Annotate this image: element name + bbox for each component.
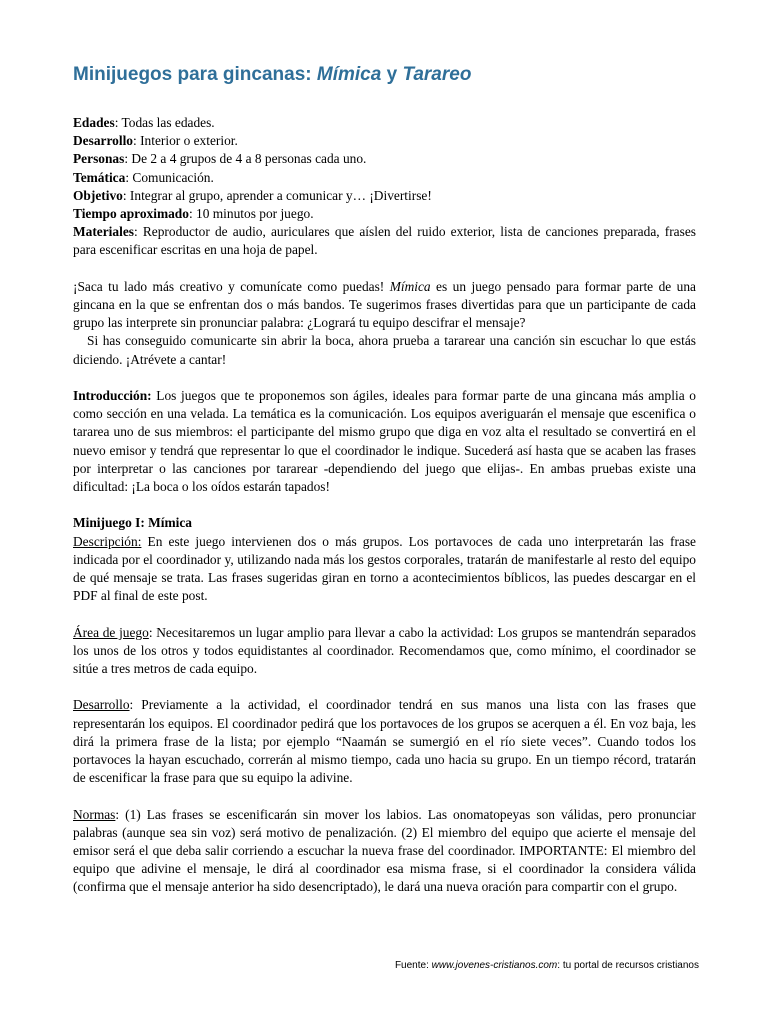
meta-label: Edades xyxy=(73,115,115,130)
intro-paragraph-2: Si has conseguido comunicarte sin abrir la boca, ahora prueba a tararear una canción sin escuchar lo que estás diciendo. ¡Atrévete a cantar! xyxy=(73,333,696,367)
meta-edades xyxy=(73,114,696,132)
descripcion-paragraph xyxy=(73,533,696,606)
desarrollo-label: Desarrollo xyxy=(73,697,130,713)
meta-block xyxy=(73,114,696,260)
meta-label: Tiempo aproximado xyxy=(73,206,189,222)
page-title xyxy=(73,64,471,86)
minijuego-heading-text: Minijuego I: Mímica xyxy=(73,515,193,531)
descripcion-label: Descripción: xyxy=(73,533,142,549)
page-footer xyxy=(395,960,699,971)
intro-paragraph-1 xyxy=(73,278,696,333)
meta-value: : Todas las edades. xyxy=(114,115,215,130)
meta-value: : 10 minutos por juego. xyxy=(188,206,314,222)
intro-italic-mimica: Mímica xyxy=(389,278,431,294)
meta-label: Objetivo xyxy=(73,187,123,203)
meta-value: : Reproductor de audio, auriculares que aíslen del ruido exterior, lista de canciones preparada, frases para escenificar escritas en una hoja de papel. xyxy=(73,224,696,258)
meta-label: Desarrollo xyxy=(73,133,133,149)
introduccion-paragraph xyxy=(73,387,696,496)
meta-value: : De 2 a 4 grupos de 4 a 8 personas cada uno. xyxy=(124,151,367,167)
normas-label: Normas xyxy=(73,806,116,822)
meta-objetivo xyxy=(73,187,696,205)
descripcion-text: En este juego intervienen dos o más grupos. Los portavoces de cada uno interpretarán las frase indicada por el coordinador y, utilizando nada más los gestos corporales, tratarán de manifestarle al resto del equipo de qué mensaje se trata. Las frases sugeridas giran en torno a acontecimientos bíblicos, las puedes descargar en el PDF al final de este post. xyxy=(73,533,696,604)
area-paragraph xyxy=(73,624,696,679)
desarrollo-text: : Previamente a la actividad, el coordinador tendrá en sus manos una lista con las frases que representarán los equipos. El coordinador pedirá que los portavoces de los grupos se acerquen a él. En voz baja, les dirá la primera frase de la lista; por ejemplo “Naamán se sumergió en el río siete veces”. Cuando todos los portavoces la hayan escuchado, correrán al mismo tiempo, cada uno hacia su grupo. En un tiempo récord, tratarán de escenificar la frase para que su equipo la adivine. xyxy=(73,697,696,786)
footer-suffix: : tu portal de recursos cristianos xyxy=(557,960,699,971)
intro-text: ¡Saca tu lado más creativo y comunícate como puedas! xyxy=(73,278,390,294)
intro-text: es un juego pensado para formar parte de una gincana en la que se enfrentan dos o más bandos. Te sugerimos frases divertidas para que un participante de cada grupo las interprete sin pronunciar palabra: ¿Logrará tu equipo descifrar el mensaje? xyxy=(73,278,696,331)
area-label: Área de juego xyxy=(73,624,149,640)
document-body xyxy=(73,114,696,897)
meta-tiempo xyxy=(73,205,696,223)
title-prefix: Minijuegos para gincanas: xyxy=(73,64,317,85)
area-text: : Necesitaremos un lugar amplio para llevar a cabo la actividad: Los grupos se mantendrán separados los unos de los otros y todos equidistantes al coordinador. Recomendamos que, como mínimo, el coordinador se sitúe a tres metros de cada equipo. xyxy=(73,624,696,677)
meta-tematica xyxy=(73,169,696,187)
meta-label: Materiales xyxy=(73,224,134,240)
meta-desarrollo xyxy=(73,132,696,150)
footer-site-link[interactable]: www.jovenes-cristianos.com xyxy=(431,960,558,971)
title-word-mimica: Mímica xyxy=(316,64,382,85)
meta-label: Temática xyxy=(73,169,126,185)
normas-paragraph xyxy=(73,806,696,897)
meta-value: : Integrar al grupo, aprender a comunicar y… ¡Divertirse! xyxy=(122,187,432,203)
title-word-tarareo: Tarareo xyxy=(402,64,472,85)
introduccion-text: Los juegos que te proponemos son ágiles, ideales para formar parte de una gincana más amplia o como sección en una velada. La temática es la comunicación. Los equipos averiguarán el mensaje que escenifica o tararea uno de sus miembros: el participante del mismo grupo que diga en voz alta el resultado se convertirá en el nuevo emisor y tendrá que representar lo que el coordinador le indique. Sucederá así hasta que se acaben las frases por interpretar o las canciones por tararear -dependiendo del juego que elijas-. En ambas pruebas existe una dificultad: ¡La boca o los oídos estarán tapados! xyxy=(73,388,696,495)
meta-value: : Interior o exterior. xyxy=(133,133,238,149)
title-conjunction: y xyxy=(381,64,403,85)
meta-value: : Comunicación. xyxy=(125,169,214,185)
minijuego-heading xyxy=(73,514,696,532)
meta-personas xyxy=(73,150,696,168)
introduccion-label: Introducción: xyxy=(73,388,152,404)
normas-text: : (1) Las frases se escenificarán sin mover los labios. Las onomatopeyas son válidas, pero pronunciar palabras (aunque sea sin voz) será motivo de penalización. (2) El miembro del equipo que acierte el mensaje del emisor será el que deba salir corriendo a escuchar la nueva frase del coordinador. IMPORTANTE: El miembro del equipo que adivine el mensaje, le dirá al coordinador esa misma frase, si el coordinador la considera válida (confirma que el mensaje anterior ha sido desencriptado), le dará una nueva oración para compartir con el grupo. xyxy=(73,806,696,895)
desarrollo-paragraph xyxy=(73,696,696,787)
meta-label: Personas xyxy=(73,151,125,167)
meta-materiales xyxy=(73,223,696,259)
footer-prefix: Fuente: xyxy=(394,960,432,971)
